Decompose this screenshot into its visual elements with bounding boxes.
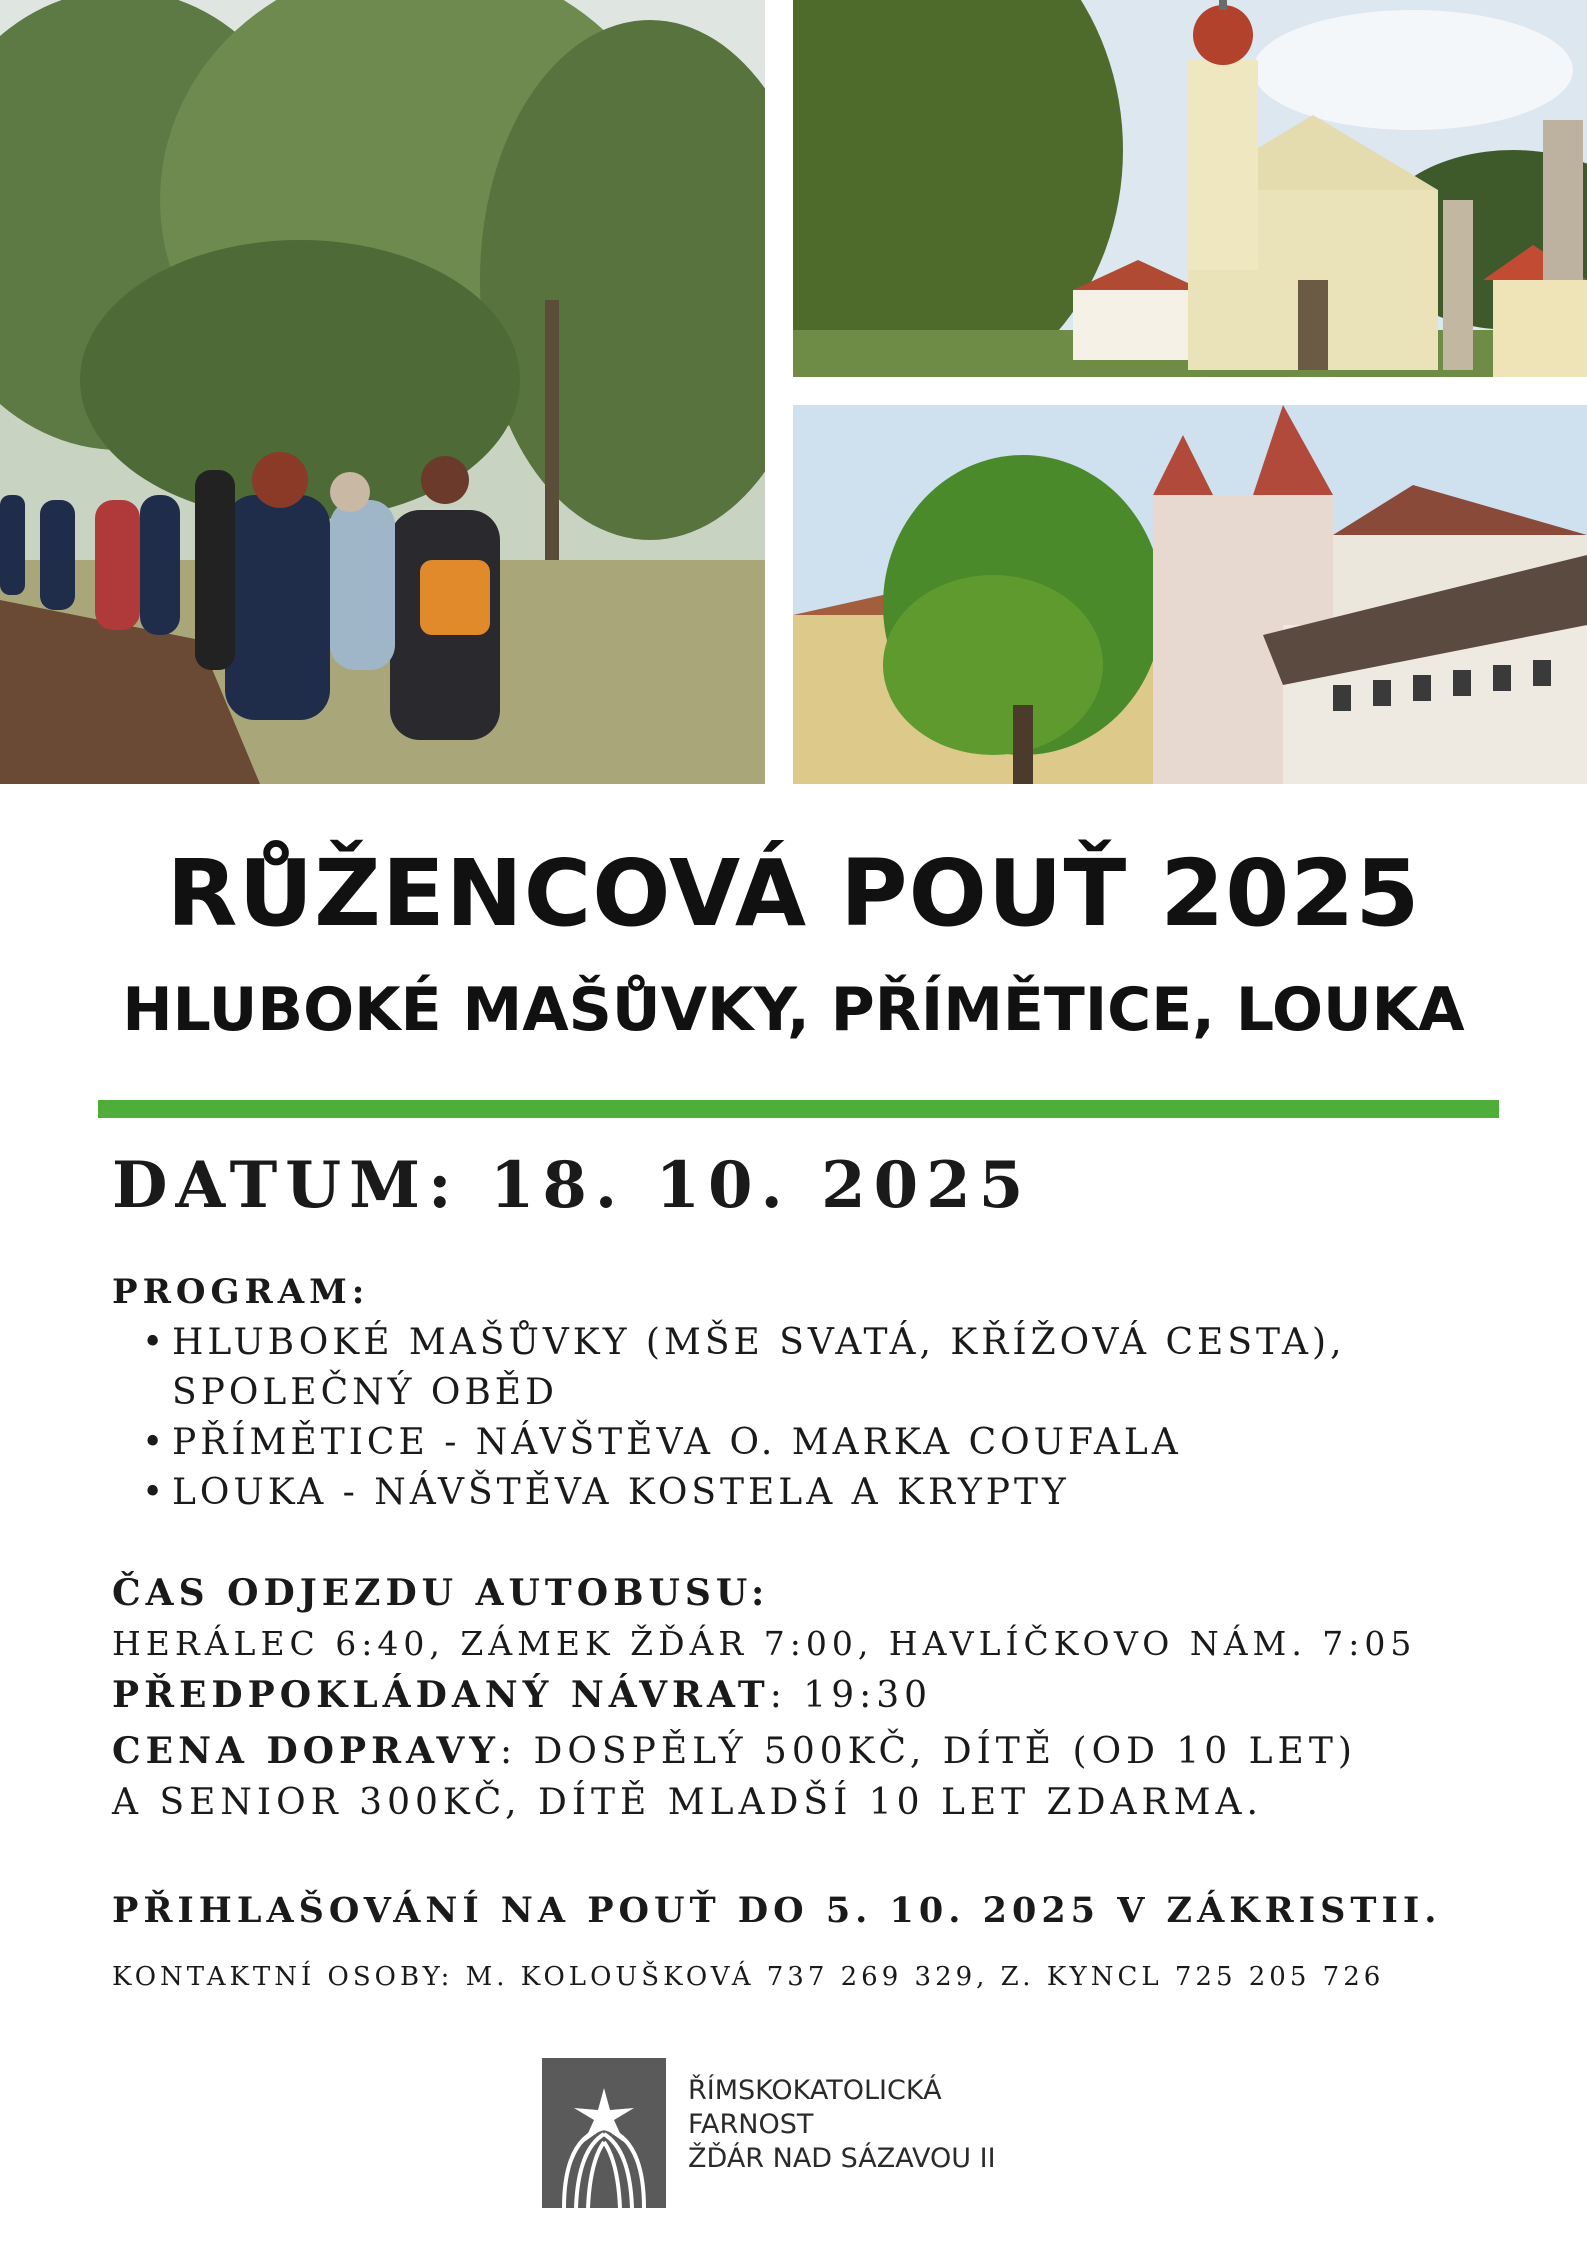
list-item: • LOUKA - NÁVŠTĚVA KOSTELA A KRYPTY	[112, 1468, 1512, 1518]
contact-persons: KONTAKTNÍ OSOBY: M. KOLOUŠKOVÁ 737 269 329, Z. KYNCL 725 205 726	[112, 1962, 1385, 1992]
monastery-photo	[793, 405, 1587, 784]
price-label: CENA DOPRAVY	[112, 1730, 500, 1772]
parish-name: ŘÍMSKOKATOLICKÁ FARNOST ŽĎÁR NAD SÁZAVOU II	[688, 2075, 996, 2174]
bullet-icon: •	[142, 1472, 168, 1513]
bullet-icon: •	[142, 1422, 168, 1463]
church-photo	[793, 0, 1587, 377]
bus-departure-heading: ČAS ODJEZDU AUTOBUSU:	[112, 1572, 770, 1614]
return-time	[112, 1674, 932, 1716]
page-title: RŮŽENCOVÁ POUŤ 2025	[166, 840, 1421, 947]
list-item: • PŘÍMĚTICE - NÁVŠTĚVA O. MARKA COUFALA	[112, 1418, 1512, 1468]
price-value: : DOSPĚLÝ 500KČ, DÍTĚ (OD 10 LET)	[499, 1731, 1357, 1772]
return-value: : 19:30	[769, 1675, 933, 1716]
event-date: DATUM: 18. 10. 2025	[112, 1148, 1032, 1223]
return-label: PŘEDPOKLÁDANÝ NÁVRAT	[112, 1674, 770, 1716]
list-item: • HLUBOKÉ MAŠŮVKY (MŠE SVATÁ, KŘÍŽOVÁ CESTA), SPOLEČNÝ OBĚD	[112, 1318, 1512, 1418]
bullet-icon: •	[142, 1322, 168, 1363]
registration-note: PŘIHLAŠOVÁNÍ NA POUŤ DO 5. 10. 2025 V ZÁKRISTII.	[112, 1890, 1442, 1931]
pilgrims-walking-photo	[0, 0, 765, 784]
divider	[98, 1100, 1499, 1118]
program-heading: PROGRAM:	[112, 1272, 370, 1312]
transport-price-continued: A SENIOR 300KČ, DÍTĚ MLADŠÍ 10 LET ZDARMA.	[112, 1782, 1263, 1823]
transport-price	[112, 1730, 1357, 1772]
program-list	[112, 1318, 1512, 1518]
page-subtitle: HLUBOKÉ MAŠŮVKY, PŘÍMĚTICE, LOUKA	[122, 975, 1465, 1045]
bus-departure-times: HERÁLEC 6:40, ZÁMEK ŽĎÁR 7:00, HAVLÍČKOVO NÁM. 7:05	[112, 1624, 1417, 1663]
parish-logo	[542, 2058, 666, 2208]
